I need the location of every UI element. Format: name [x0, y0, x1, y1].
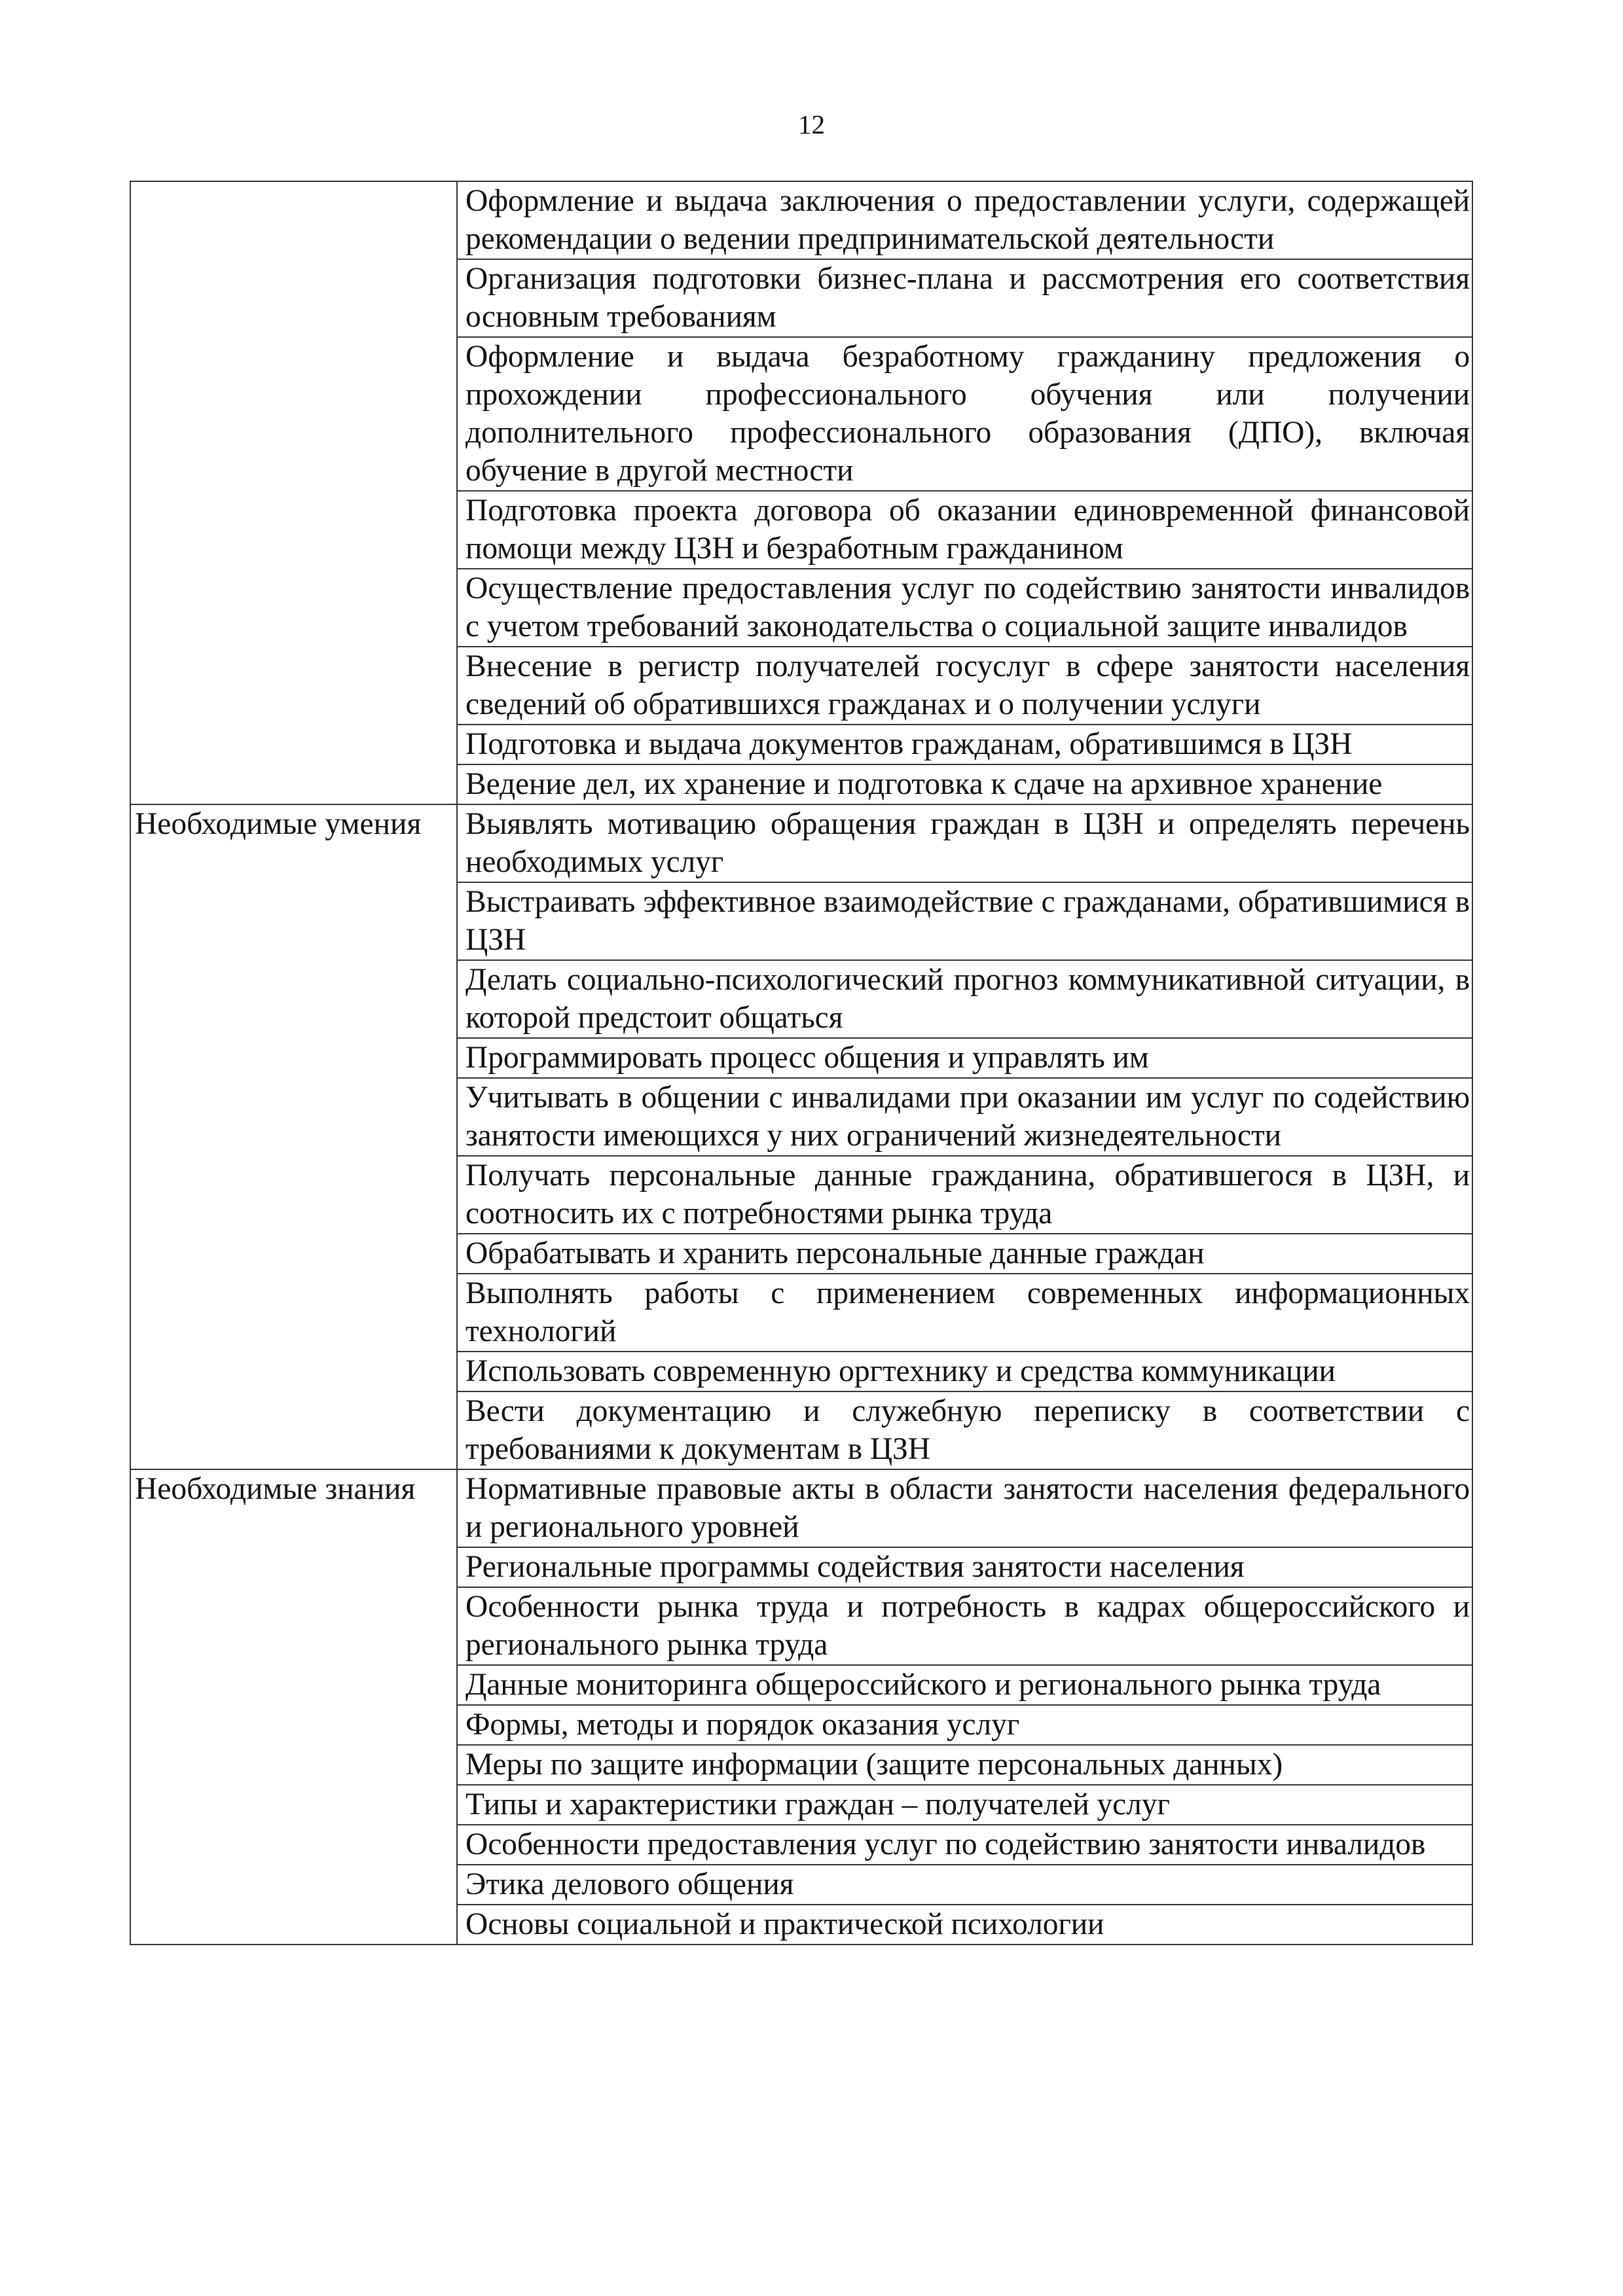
table-item: Основы социальной и практической психологии [457, 1905, 1472, 1945]
table-item: Делать социально-психологический прогноз коммуникативной ситуации, в которой предстоит общаться [457, 960, 1472, 1038]
table-item: Ведение дел, их хранение и подготовка к сдаче на архивное хранение [457, 764, 1472, 804]
table-item: Организация подготовки бизнес-плана и рассмотрения его соответствия основным требованиям [457, 259, 1472, 337]
table-item: Оформление и выдача заключения о предоставлении услуги, содержащей рекомендации о ведении предпринимательской деятельности [457, 181, 1472, 259]
table-item: Осуществление предоставления услуг по содействию занятости инвалидов с учетом требований законодательства о социальной защите инвалидов [457, 569, 1472, 647]
page-number: 12 [798, 109, 825, 139]
table-item: Вести документацию и служебную переписку в соответствии с требованиями к документам в ЦЗН [457, 1391, 1472, 1469]
table-item: Программировать процесс общения и управлять им [457, 1038, 1472, 1078]
table-item: Особенности предоставления услуг по содействию занятости инвалидов [457, 1825, 1472, 1865]
table-item: Нормативные правовые акты в области занятости населения федерального и регионального уровней [457, 1469, 1472, 1547]
table-item: Оформление и выдача безработному гражданину предложения о прохождении профессионального обучения или получении дополнительного профессионального образования (ДПО), включая обучение в другой местности [457, 337, 1472, 491]
table-row [130, 804, 1472, 882]
blank-label-cell [130, 181, 457, 804]
table-item: Подготовка и выдача документов гражданам, обратившимся в ЦЗН [457, 725, 1472, 764]
table-row [130, 1469, 1472, 1547]
table-item: Получать персональные данные гражданина, обратившегося в ЦЗН, и соотносить их с потребностями рынка труда [457, 1156, 1472, 1234]
qualification-table [130, 181, 1473, 1945]
table-item: Особенности рынка труда и потребность в кадрах общероссийского и регионального рынка труда [457, 1587, 1472, 1665]
table-item: Выстраивать эффективное взаимодействие с гражданами, обратившимися в ЦЗН [457, 882, 1472, 960]
table-item: Данные мониторинга общероссийского и регионального рынка труда [457, 1665, 1472, 1705]
table-item: Типы и характеристики граждан – получателей услуг [457, 1785, 1472, 1825]
table-item: Выявлять мотивацию обращения граждан в ЦЗН и определять перечень необходимых услуг [457, 804, 1472, 882]
table-item: Региональные программы содействия занятости населения [457, 1547, 1472, 1587]
table-item: Обрабатывать и хранить персональные данные граждан [457, 1234, 1472, 1274]
table-item: Учитывать в общении с инвалидами при оказании им услуг по содействию занятости имеющихся у них ограничений жизнедеятельности [457, 1078, 1472, 1156]
table-item: Формы, методы и порядок оказания услуг [457, 1705, 1472, 1745]
table-item: Использовать современную оргтехнику и средства коммуникации [457, 1352, 1472, 1391]
group-label: Необходимые умения [130, 804, 457, 1469]
group-label: Необходимые знания [130, 1469, 457, 1945]
table-item: Меры по защите информации (защите персональных данных) [457, 1745, 1472, 1785]
table-row [130, 181, 1472, 259]
table-item: Внесение в регистр получателей госуслуг в сфере занятости населения сведений об обратившихся гражданах и о получении услуги [457, 647, 1472, 725]
table-item: Подготовка проекта договора об оказании единовременной финансовой помощи между ЦЗН и безработным гражданином [457, 491, 1472, 569]
table-item: Выполнять работы с применением современных информационных технологий [457, 1274, 1472, 1352]
table-item: Этика делового общения [457, 1865, 1472, 1905]
table-body [130, 181, 1472, 1945]
